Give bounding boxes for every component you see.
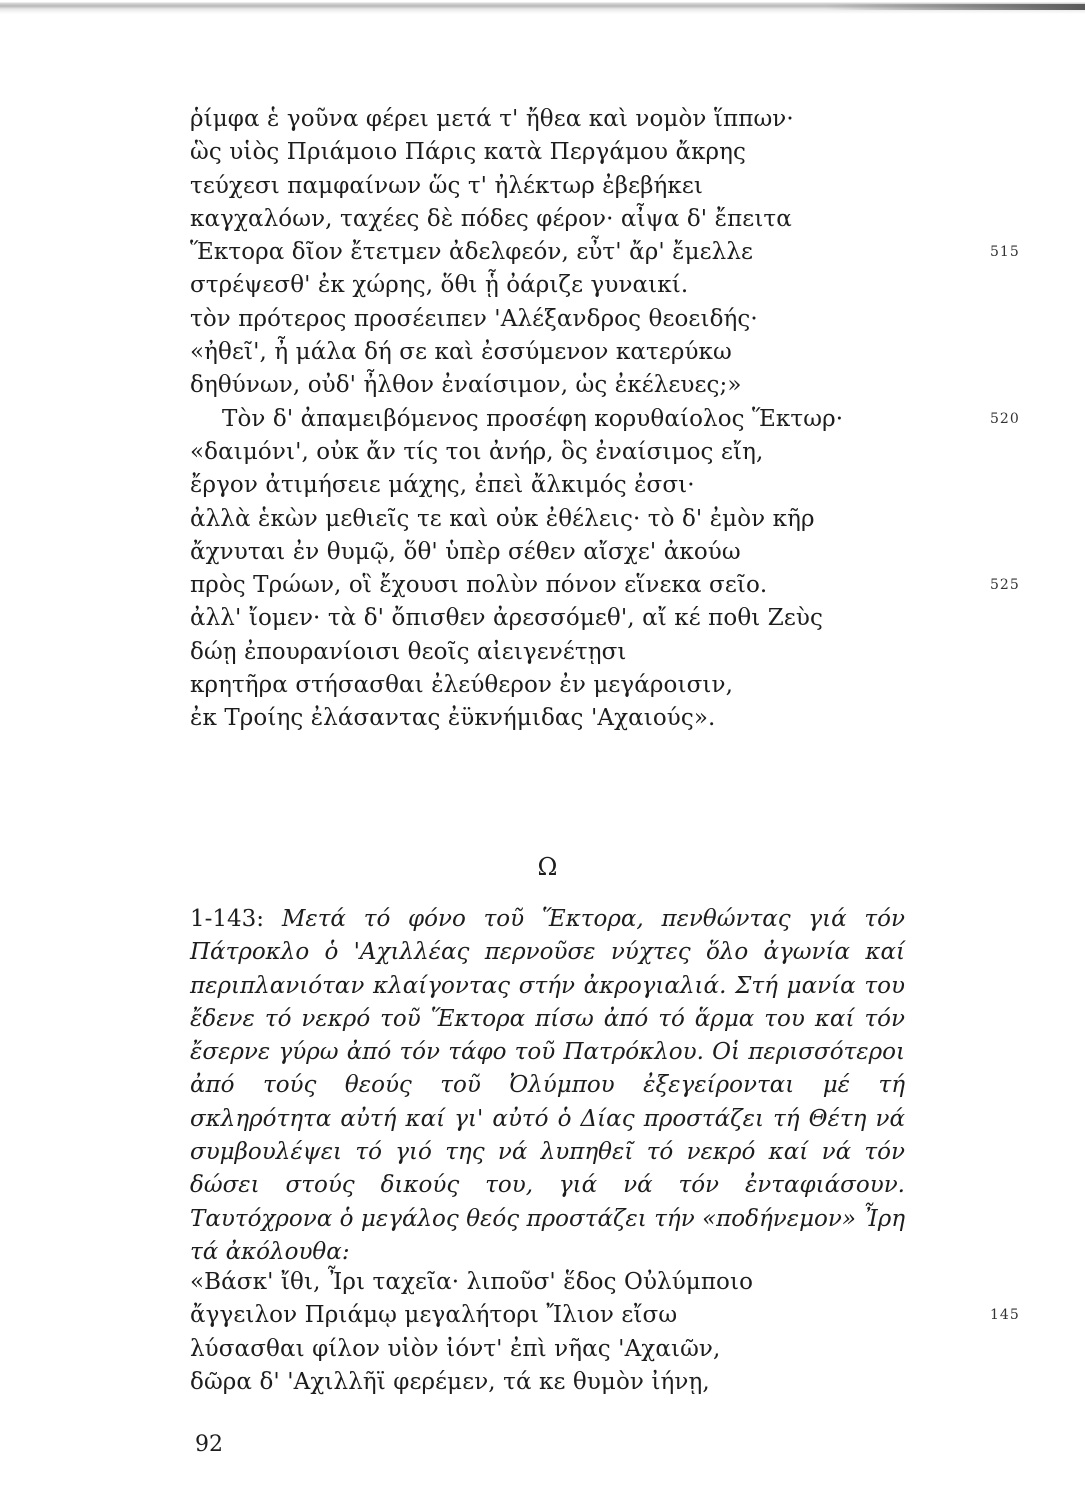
verse-text: ῥίμφα ἑ γοῦνα φέρει μετά τ' ἤθεα καὶ νομὸν ἵππων· bbox=[190, 106, 794, 132]
verse-text: λύσασθαι φίλον υἱὸν ἰόντ' ἐπὶ νῆας 'Αχαιῶν, bbox=[190, 1335, 721, 1362]
verse-line bbox=[190, 203, 990, 236]
verse-line bbox=[190, 103, 990, 136]
verse-line bbox=[190, 1366, 990, 1399]
commentary-paragraph bbox=[190, 903, 905, 1269]
verse-line bbox=[190, 1266, 990, 1299]
verse-line bbox=[190, 436, 990, 469]
verse-line bbox=[190, 1299, 1020, 1332]
verse-line bbox=[190, 569, 1020, 602]
verse-text: ἀλλ' ἴομεν· τὰ δ' ὄπισθεν ἀρεσσόμεθ', αἴ κέ ποθι Ζεὺς bbox=[190, 605, 823, 632]
verse-text: δώῃ ἐπουρανίοισι θεοῖς αἰειγενέτῃσι bbox=[190, 638, 627, 665]
commentary-line-range: 1-143: bbox=[190, 906, 282, 932]
verse-line bbox=[190, 403, 1020, 436]
verse-line bbox=[190, 669, 990, 702]
verse-line bbox=[190, 503, 990, 536]
verse-text: δηθύνων, οὐδ' ἦλθον ἐναίσιμον, ὡς ἐκέλευες;» bbox=[190, 372, 742, 399]
verse-text: ἄχνυται ἐν θυμῷ, ὅθ' ὑπὲρ σέθεν αἴσχε' ἀκούω bbox=[190, 538, 741, 565]
verse-line bbox=[190, 636, 990, 669]
verse-text: στρέψεσθ' ἐκ χώρης, ὅθι ᾗ ὀάριζε γυναικί. bbox=[190, 272, 689, 299]
verse-line bbox=[190, 469, 990, 502]
verse-line bbox=[190, 369, 990, 402]
line-number: 525 bbox=[990, 577, 1020, 594]
verse-text: «ἠθεῖ', ἦ μάλα δή σε καὶ ἐσσύμενον κατερύκω bbox=[190, 339, 732, 366]
page-top-rule bbox=[0, 0, 1085, 14]
verse-line bbox=[190, 1333, 990, 1366]
verse-text: ἔργον ἀτιμήσειε μάχης, ἐπεὶ ἄλκιμός ἐσσι· bbox=[190, 472, 695, 499]
verse-text: «Βάσκ' ἴθι, Ἶρι ταχεῖα· λιποῦσ' ἕδος Οὐλύμποιο bbox=[190, 1269, 754, 1295]
commentary-text: Μετά τό φόνο τοῦ Ἕκτορα, πενθώντας γιά τόν Πάτροκλο ὁ 'Αχιλλέας περνοῦσε νύχτες ὅλο ἀγωνία καί περιπλανιόταν κλαίγοντας στήν ἀκρογιαλιά. Στή μανία του ἔδενε τό νεκρό τοῦ Ἕκτορα πίσω ἀπό τό ἅρμα του καί τόν ἔσερνε γύρω ἀπό τόν τάφο τοῦ Πατρόκλου. Οἱ περισσότεροι ἀπό τούς θεούς τοῦ Ὀλύμπου ἐξεγείρονται μέ τή σκληρότητα αὐτή καί γι' αὐτό ὁ Δίας προστάζει τή Θέτη νά συμβουλέψει τό γιό της νά λυπηθεῖ τό νεκρό καί νά τόν δώσει στούς δικούς του, γιά νά τόν ἐνταφιάσουν. Ταυτόχρονα ὁ μεγάλος θεός προστάζει τήν «ποδήνεμον» Ἶρη τά ἀκόλουθα: bbox=[190, 906, 905, 1265]
verse-text: ὣς υἱὸς Πριάμοιο Πάρις κατὰ Περγάμου ἄκρης bbox=[190, 139, 747, 166]
verse-text: κρητῆρα στήσασθαι ἐλεύθερον ἐν μεγάροισιν, bbox=[190, 672, 734, 699]
verse-text: δῶρα δ' 'Αχιλλῆϊ φερέμεν, τά κε θυμὸν ἰήνῃ, bbox=[190, 1368, 710, 1395]
verse-line bbox=[190, 702, 990, 735]
verse-text: Ἕκτορα δῖον ἔτετμεν ἀδελφεόν, εὖτ' ἄρ' ἔμελλε bbox=[190, 239, 754, 266]
verse-text: πρὸς Τρώων, οἳ ἔχουσι πολὺν πόνον εἵνεκα σεῖο. bbox=[190, 572, 768, 599]
verse-text: ἀλλὰ ἑκὼν μεθιεῖς τε καὶ οὐκ ἐθέλεις· τὸ δ' ἐμὸν κῆρ bbox=[190, 505, 815, 532]
verse-line bbox=[190, 303, 990, 336]
verse-text: Τὸν δ' ἀπαμειβόμενος προσέφη κορυθαίολος Ἕκτωρ· bbox=[222, 405, 844, 432]
verse-text: ἐκ Τροίης ἐλάσαντας ἐϋκνήμιδας 'Αχαιούς». bbox=[190, 705, 716, 732]
book-heading: Ω bbox=[537, 853, 558, 881]
verse-line bbox=[190, 536, 990, 569]
line-number: 520 bbox=[990, 410, 1020, 427]
verse-block-top bbox=[190, 103, 1020, 736]
verse-line bbox=[190, 170, 990, 203]
line-number: 515 bbox=[990, 244, 1020, 261]
verse-text: τεύχεσι παμφαίνων ὥς τ' ἠλέκτωρ ἐβεβήκει bbox=[190, 172, 703, 199]
line-number: 145 bbox=[990, 1307, 1020, 1324]
verse-line bbox=[190, 602, 990, 635]
verse-text: καγχαλόων, ταχέες δὲ πόδες φέρον· αἶψα δ' ἔπειτα bbox=[190, 205, 792, 232]
page-number: 92 bbox=[195, 1432, 223, 1457]
verse-text: τὸν πρότερος προσέειπεν 'Αλέξανδρος θεοειδής· bbox=[190, 305, 758, 332]
verse-line bbox=[190, 236, 1020, 269]
verse-text: ἄγγειλον Πριάμῳ μεγαλήτορι Ἴλιον εἴσω bbox=[190, 1302, 678, 1329]
verse-line bbox=[190, 269, 990, 302]
verse-text: «δαιμόνι', οὐκ ἄν τίς τοι ἀνήρ, ὃς ἐναίσιμος εἴη, bbox=[190, 438, 764, 465]
verse-block-bottom bbox=[190, 1266, 1020, 1399]
verse-line bbox=[190, 136, 990, 169]
verse-line bbox=[190, 336, 990, 369]
